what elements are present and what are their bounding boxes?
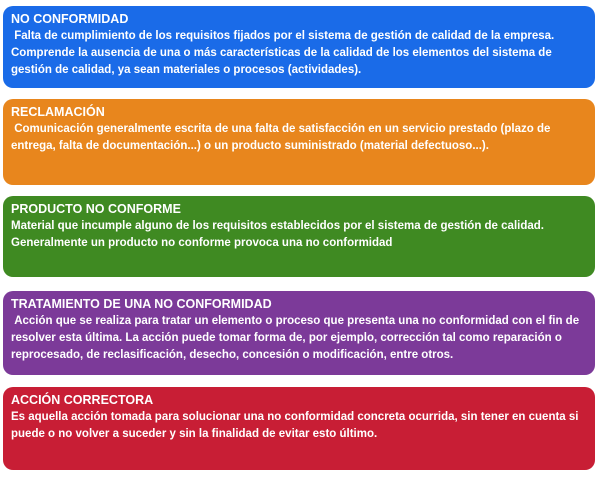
card-body: Falta de cumplimiento de los requisitos fijados por el sistema de gestión de calidad de la empresa. Comprende la ausencia de una o más características de la calidad de los elementos del sistema de gestión de calidad, ya sean materiales o procesos (actividades).	[11, 30, 558, 76]
card-body: Acción que se realiza para tratar un elemento o proceso que presenta una no conformidad con el fin de resolver esta última. La acción puede tomar forma de, por ejemplo, corrección tal como reparación o reprocesado, de reclasificación, desecho, concesión o modificación, entre otros.	[11, 315, 583, 361]
card-title: TRATAMIENTO DE UNA NO CONFORMIDAD	[11, 297, 272, 311]
card-body: Material que incumple alguno de los requisitos establecidos por el sistema de gestión de calidad. Generalmente un producto no conforme provoca una no conformidad	[11, 220, 548, 249]
definition-card-tratamiento	[3, 291, 595, 375]
card-title: NO CONFORMIDAD	[11, 12, 129, 26]
definition-card-reclamacion	[3, 99, 595, 185]
card-title: ACCIÓN CORRECTORA	[11, 393, 154, 407]
definition-card-no-conformidad	[3, 6, 595, 88]
definition-card-accion-correctora	[3, 387, 595, 470]
card-body: Es aquella acción tomada para solucionar una no conformidad concreta ocurrida, sin tener en cuenta si puede o no volver a suceder y sin la finalidad de evitar esto último.	[11, 411, 582, 440]
card-body: Comunicación generalmente escrita de una falta de satisfacción en un servicio prestado (plazo de entrega, falta de documentación...) o un producto suministrado (material defectuoso...).	[11, 123, 554, 152]
definition-card-producto-no-conforme	[3, 196, 595, 277]
card-title: PRODUCTO NO CONFORME	[11, 202, 181, 216]
card-title: RECLAMACIÓN	[11, 105, 105, 119]
